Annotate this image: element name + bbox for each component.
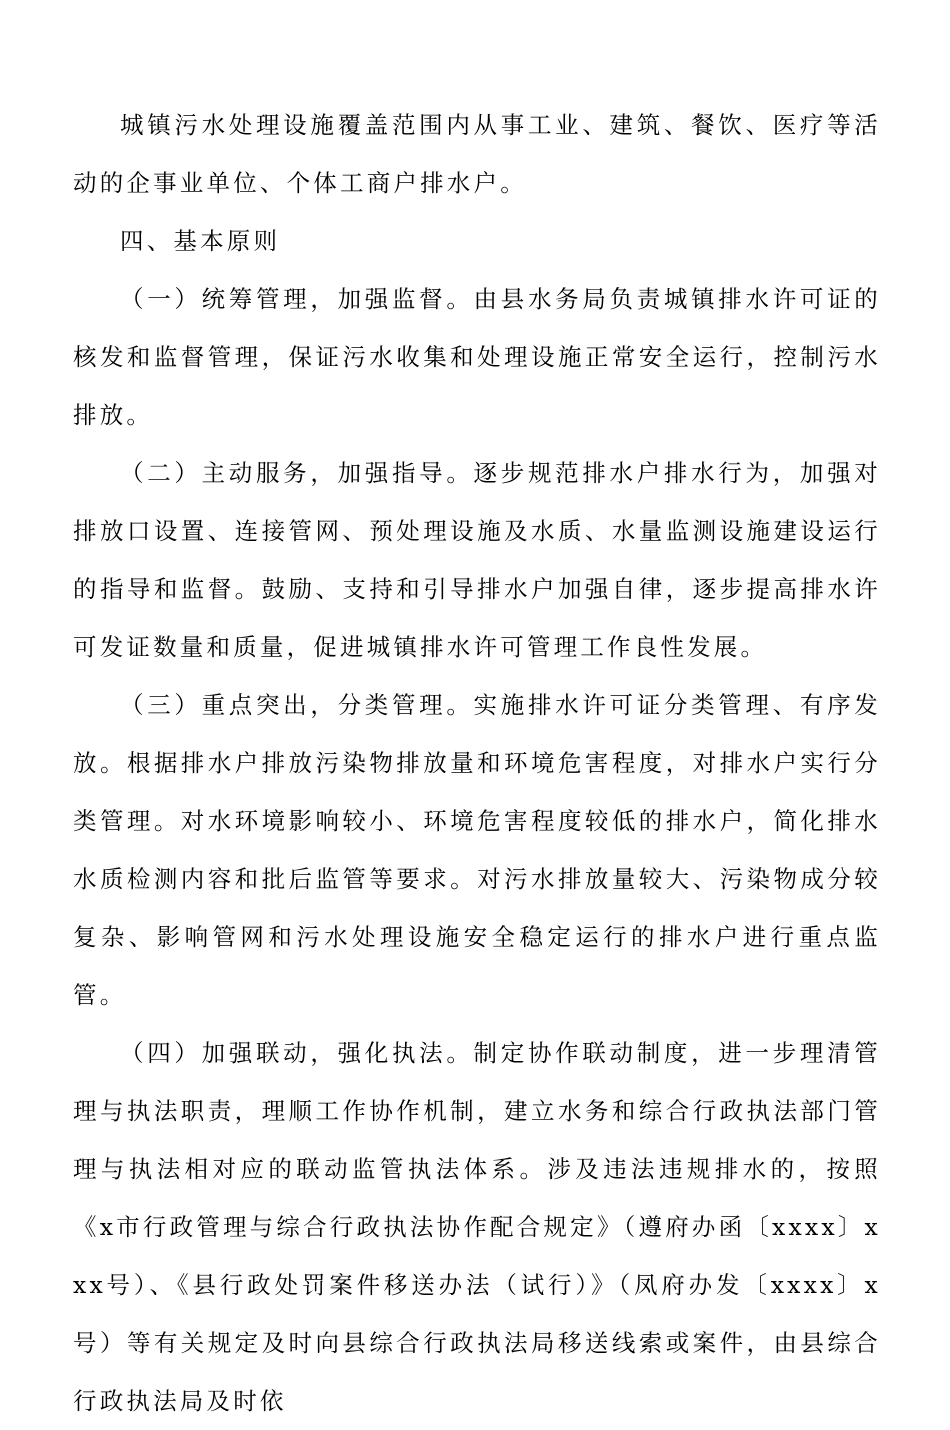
paragraph-principle-4: （四）加强联动，强化执法。制定协作联动制度，进一步理清管理与执法职责，理顺工作协作机制，建立水务和综合行政执法部门管理与执法相对应的联动监管执法体系。涉及违法违规排水的，按照《x市行政管理与综合行政执法协作配合规定》（遵府办函〔xxxx〕xxx号）、《县行政处罚案件移送办法（试行）》（凤府办发〔xxxx〕x号）等有关规定及时向县综合行政执法局移送线索或案件，由县综合行政执法局及时依 xyxy=(73,1039,881,1415)
paragraph-principle-2: （二）主动服务，加强指导。逐步规范排水户排水行为，加强对排放口设置、连接管网、预处理设施及水质、水量监测设施建设运行的指导和监督。鼓励、支持和引导排水户加强自律，逐步提高排水许可发证数量和质量，促进城镇排水许可管理工作良性发展。 xyxy=(73,459,881,661)
paragraph-principle-1: （一）统筹管理，加强监督。由县水务局负责城镇排水许可证的核发和监督管理，保证污水收集和处理设施正常安全运行，控制污水排放。 xyxy=(73,285,881,429)
paragraph-scope: 城镇污水处理设施覆盖范围内从事工业、建筑、餐饮、医疗等活动的企事业单位、个体工商户排水户。 xyxy=(73,111,881,197)
section-heading-basic-principles: 四、基本原则 xyxy=(120,227,281,255)
paragraph-principle-3: （三）重点突出，分类管理。实施排水许可证分类管理、有序发放。根据排水户排放污染物排放量和环境危害程度，对排水户实行分类管理。对水环境影响较小、环境危害程度较低的排水户，简化排水水质检测内容和批后监管等要求。对污水排放量较大、污染物成分较复杂、影响管网和污水处理设施安全稳定运行的排水户进行重点监管。 xyxy=(73,691,881,1009)
document-body xyxy=(73,96,881,1430)
